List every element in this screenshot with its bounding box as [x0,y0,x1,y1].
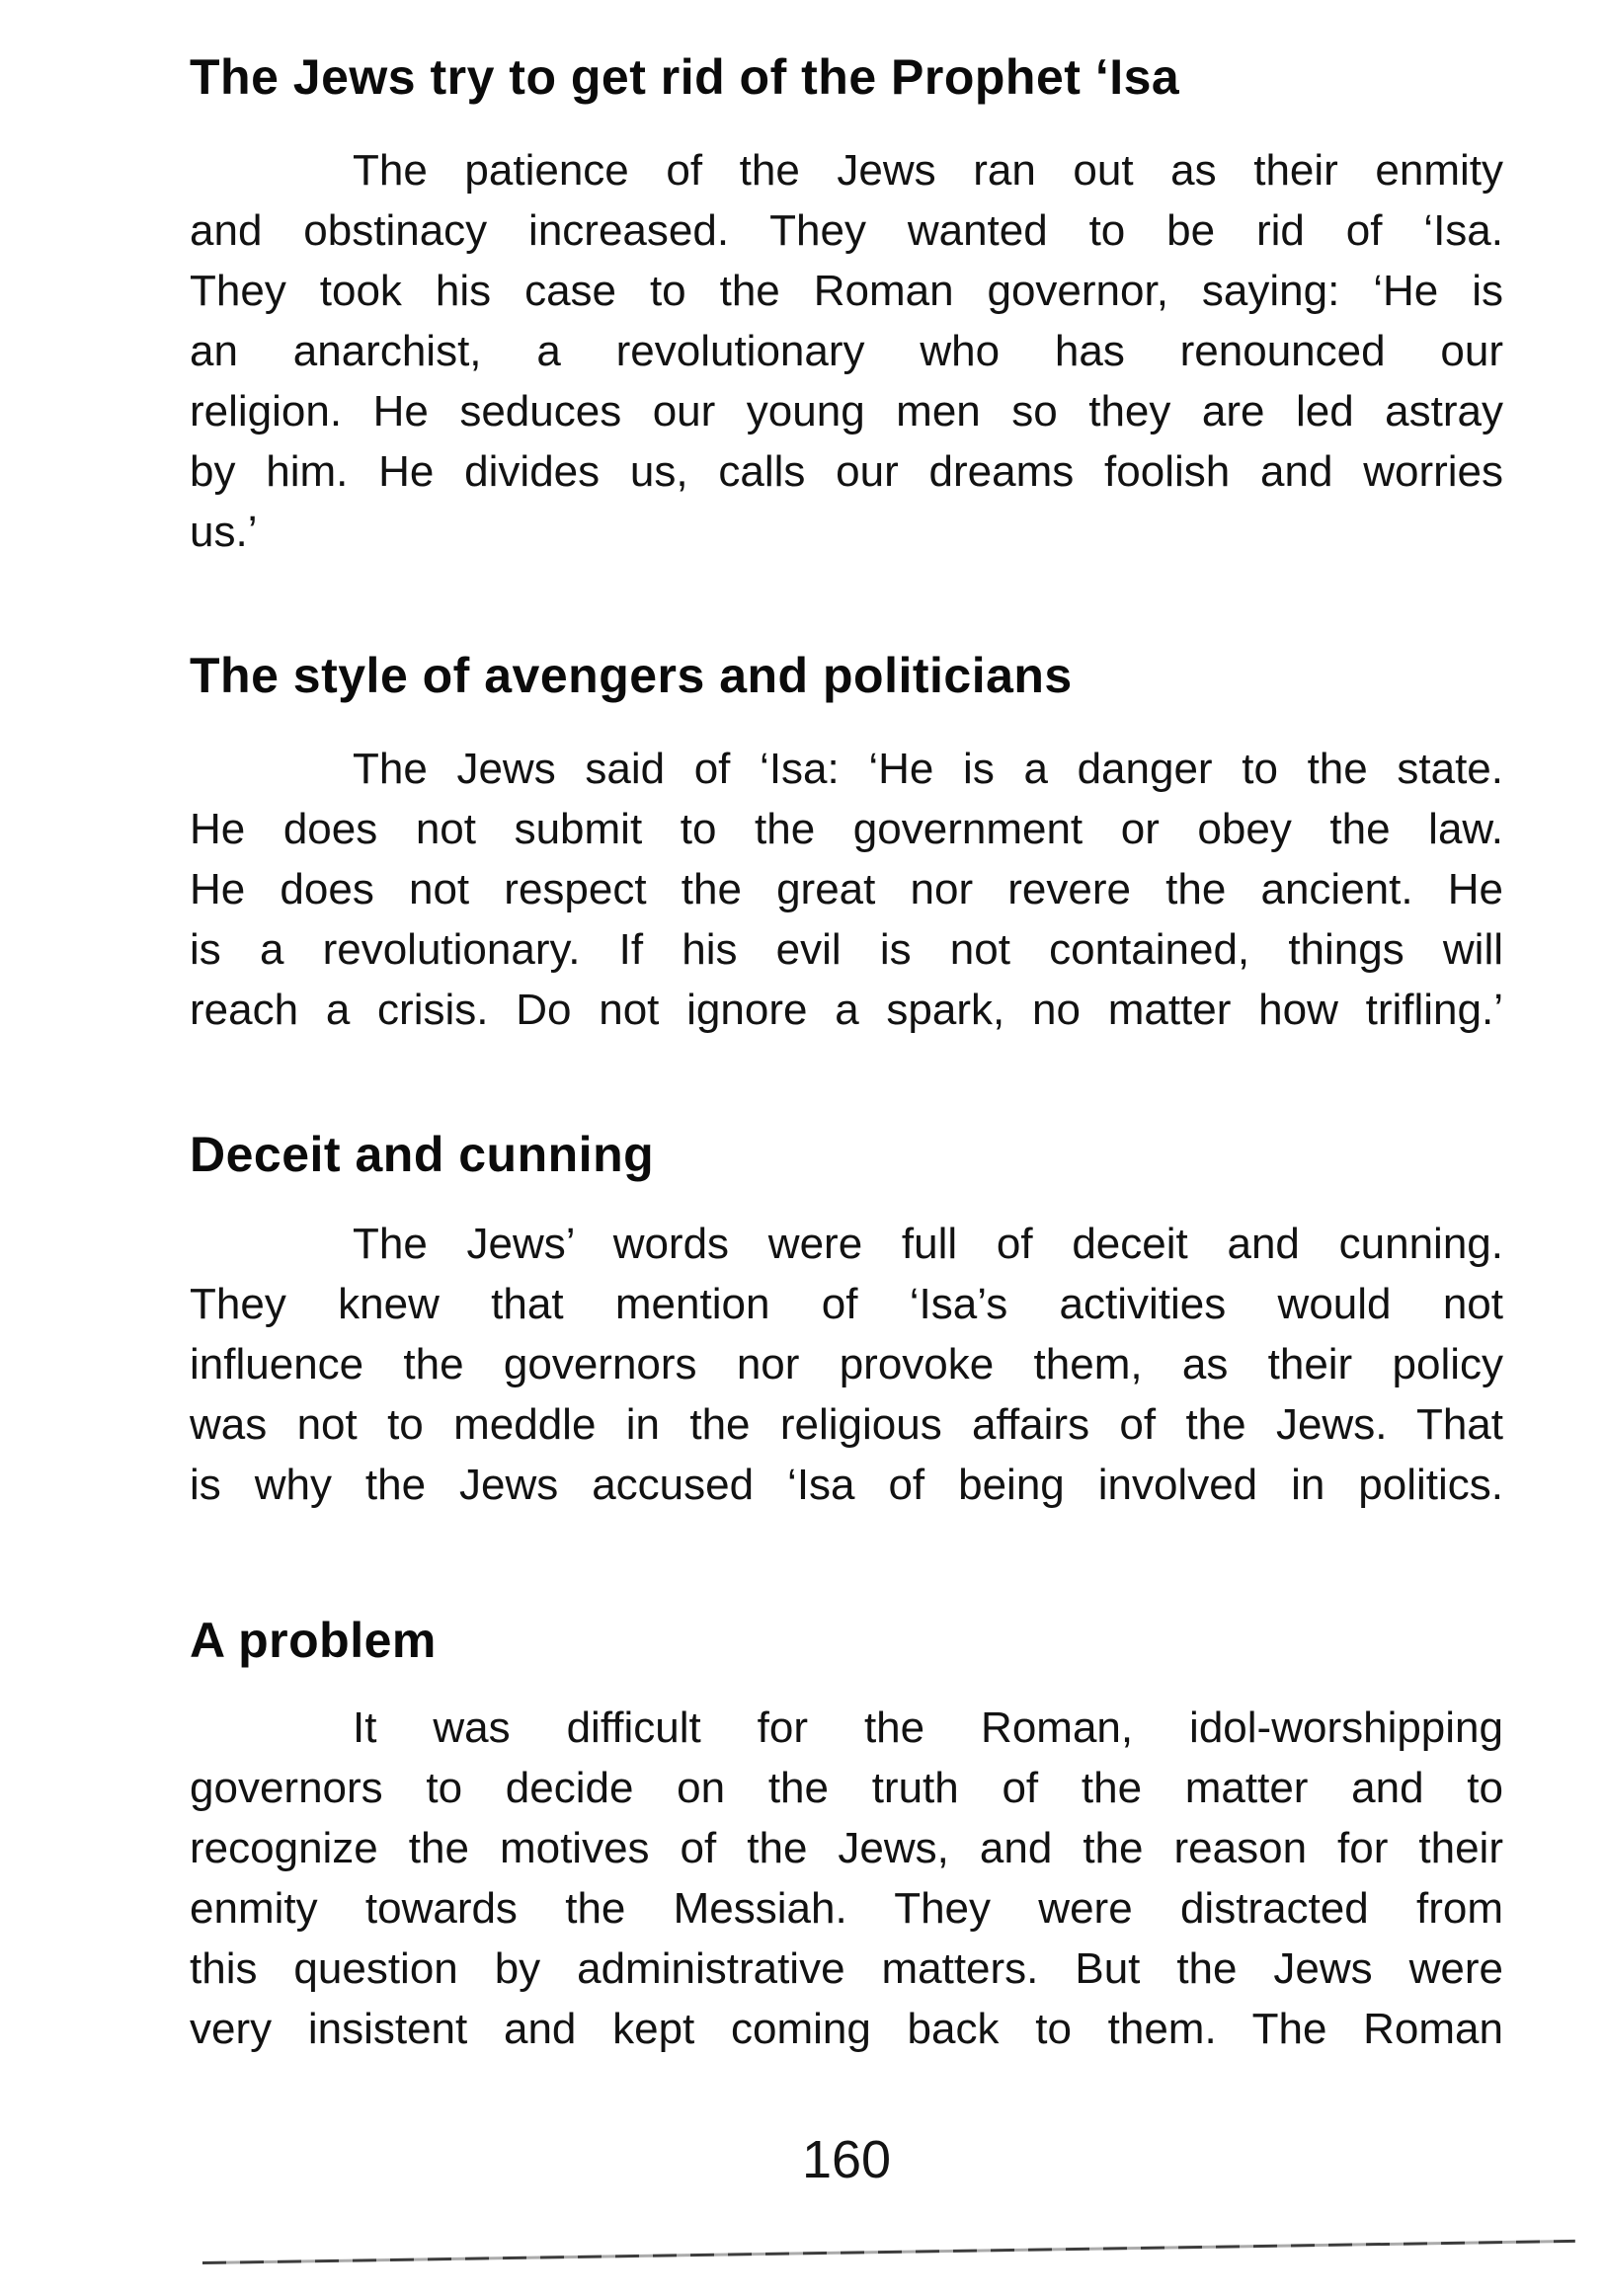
text-line: The Jews’ words were full of deceit and cunning. [353,1220,1503,1268]
text-line: The patience of the Jews ran out as their enmity [353,146,1503,195]
text-line: They took his case to the Roman governor, saying: ‘He is [190,267,1503,315]
section-heading-1: The Jews try to get rid of the Prophet ‘Isa [190,49,1180,105]
paragraph-3 [190,1214,1503,1515]
text-line: us.’ [190,508,258,556]
text-line: is why the Jews accused ‘Isa of being involved in politics. [190,1461,1503,1509]
text-line: by him. He divides us, calls our dreams foolish and worries [190,447,1503,496]
text-line: governors to decide on the truth of the matter and to [190,1764,1503,1812]
paragraph-2 [190,739,1503,1040]
text-line: reach a crisis. Do not ignore a spark, no matter how trifling.’ [190,986,1503,1034]
footer-divider-line [202,2240,1575,2264]
text-line: He does not respect the great nor revere the ancient. He [190,865,1503,913]
paragraph-4 [190,1698,1503,2059]
paragraph-1 [190,140,1503,562]
text-line: was not to meddle in the religious affairs of the Jews. That [190,1400,1503,1449]
text-line: this question by administrative matters. But the Jews were [190,1944,1503,1993]
text-line: enmity towards the Messiah. They were distracted from [190,1884,1503,1933]
text-line: They knew that mention of ‘Isa’s activities would not [190,1280,1503,1328]
text-line: recognize the motives of the Jews, and the reason for their [190,1824,1503,1872]
text-line: religion. He seduces our young men so they are led astray [190,387,1503,435]
section-heading-2: The style of avengers and politicians [190,648,1073,703]
section-heading-3: Deceit and cunning [190,1127,655,1182]
text-line: influence the governors nor provoke them, as their policy [190,1340,1503,1388]
text-line: The Jews said of ‘Isa: ‘He is a danger to the state. [353,745,1503,793]
section-heading-4: A problem [190,1613,437,1668]
text-line: very insistent and kept coming back to them. The Roman [190,2005,1503,2053]
text-line: and obstinacy increased. They wanted to be rid of ‘Isa. [190,206,1503,255]
page-number: 160 [801,2130,892,2189]
text-line: He does not submit to the government or obey the law. [190,805,1503,853]
text-line: an anarchist, a revolutionary who has renounced our [190,327,1503,375]
text-line: is a revolutionary. If his evil is not contained, things will [190,925,1503,974]
text-line: It was difficult for the Roman, idol-worshipping [353,1703,1503,1752]
